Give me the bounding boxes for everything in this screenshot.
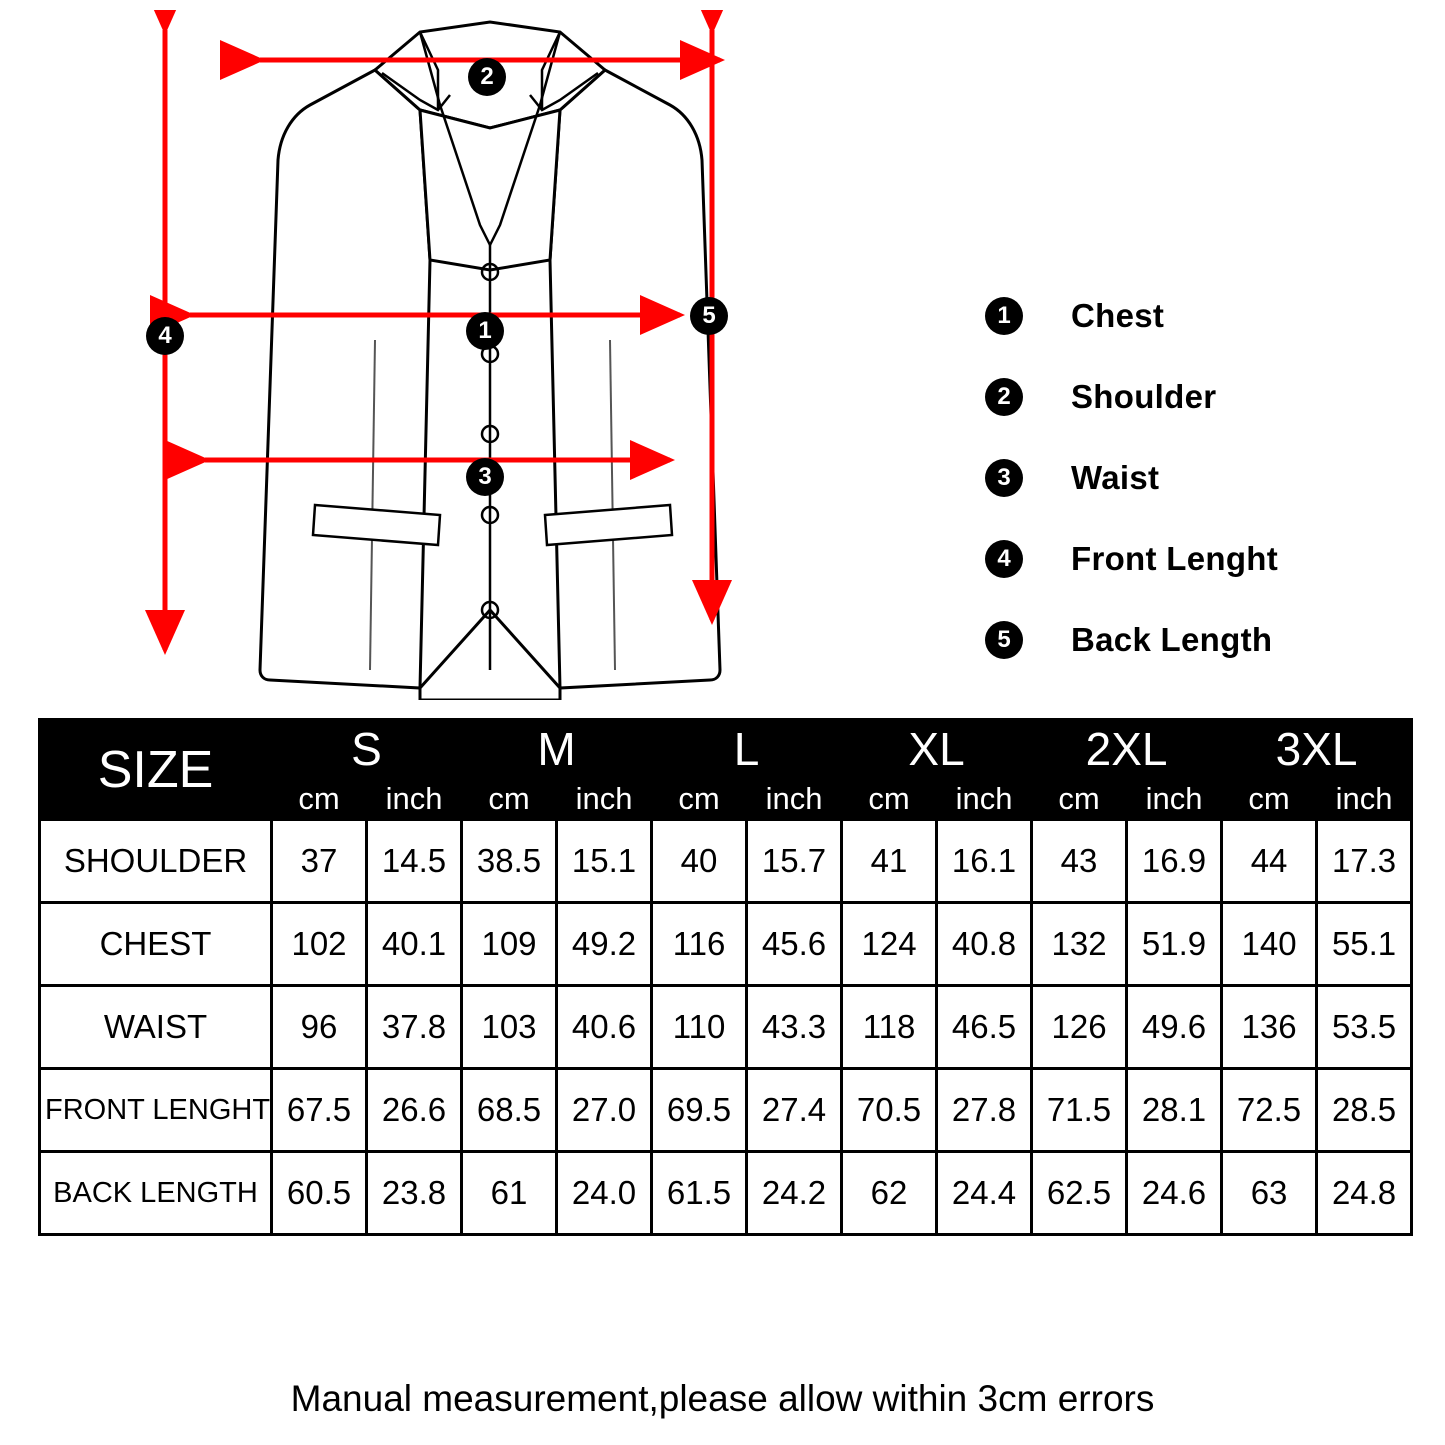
cell-shoulder-3xl-cm: 44 [1222,820,1317,903]
cell-frontlength-3xl-inch: 28.5 [1317,1069,1412,1152]
legend-item-back-length [985,599,1415,680]
cell-chest-xl-inch: 40.8 [937,903,1032,986]
shoulder-marker [468,58,506,96]
cell-waist-2xl-cm: 126 [1032,986,1127,1069]
chest-marker-badge: 1 [466,312,504,350]
legend-label-shoulder: Shoulder [1071,377,1217,415]
front-length-marker-badge: 4 [146,317,184,355]
cell-shoulder-l-cm: 40 [652,820,747,903]
cell-backlength-xl-inch: 24.4 [937,1152,1032,1235]
legend-badge-1: 1 [985,297,1023,335]
cell-chest-m-inch: 49.2 [557,903,652,986]
legend-item-waist [985,437,1415,518]
cell-waist-xl-cm: 118 [842,986,937,1069]
cell-chest-3xl-cm: 140 [1222,903,1317,986]
table-row [40,820,1412,903]
cell-frontlength-xl-cm: 70.5 [842,1069,937,1152]
waist-marker [466,458,504,496]
legend-item-chest [985,275,1415,356]
cell-chest-xl-cm: 124 [842,903,937,986]
back-length-marker-badge: 5 [690,297,728,335]
table-row [40,1152,1412,1235]
legend [985,275,1415,680]
legend-badge-2: 2 [985,378,1023,416]
row-label-chest: CHEST [40,903,272,986]
cell-shoulder-2xl-inch: 16.9 [1127,820,1222,903]
cell-waist-3xl-inch: 53.5 [1317,986,1412,1069]
cell-frontlength-m-cm: 68.5 [462,1069,557,1152]
cell-shoulder-xl-inch: 16.1 [937,820,1032,903]
header-size-3xl: 3XL [1222,720,1412,779]
cell-chest-2xl-cm: 132 [1032,903,1127,986]
measurement-disclaimer: Manual measurement,please allow within 3cm errors [290,1378,1155,1419]
table-head [40,720,1412,820]
cell-backlength-3xl-inch: 24.8 [1317,1152,1412,1235]
cell-waist-m-inch: 40.6 [557,986,652,1069]
cell-chest-s-inch: 40.1 [367,903,462,986]
size-chart [38,718,1410,1236]
header-size-m: M [462,720,652,779]
cell-backlength-s-cm: 60.5 [272,1152,367,1235]
table-header-sizes [40,720,1412,779]
cell-frontlength-3xl-cm: 72.5 [1222,1069,1317,1152]
cell-waist-l-cm: 110 [652,986,747,1069]
unit-cm-xl: cm [842,779,937,820]
cell-shoulder-m-cm: 38.5 [462,820,557,903]
cell-waist-xl-inch: 46.5 [937,986,1032,1069]
unit-cm-s: cm [272,779,367,820]
cell-frontlength-m-inch: 27.0 [557,1069,652,1152]
table-row [40,986,1412,1069]
shoulder-marker-badge: 2 [468,58,506,96]
header-size-s: S [272,720,462,779]
cell-frontlength-xl-inch: 27.8 [937,1069,1032,1152]
unit-inch-m: inch [557,779,652,820]
cell-waist-3xl-cm: 136 [1222,986,1317,1069]
cell-backlength-2xl-inch: 24.6 [1127,1152,1222,1235]
cell-frontlength-s-cm: 67.5 [272,1069,367,1152]
header-size-label: SIZE [40,720,272,820]
cell-backlength-2xl-cm: 62.5 [1032,1152,1127,1235]
unit-inch-3xl: inch [1317,779,1412,820]
table-row [40,1069,1412,1152]
legend-item-shoulder [985,356,1415,437]
legend-label-back-length: Back Length [1071,620,1273,658]
cell-waist-s-cm: 96 [272,986,367,1069]
row-label-front-length: FRONT LENGHT [40,1069,272,1152]
cell-waist-l-inch: 43.3 [747,986,842,1069]
cell-backlength-l-inch: 24.2 [747,1152,842,1235]
cell-shoulder-3xl-inch: 17.3 [1317,820,1412,903]
unit-cm-m: cm [462,779,557,820]
header-size-xl: XL [842,720,1032,779]
cell-waist-m-cm: 103 [462,986,557,1069]
cell-waist-2xl-inch: 49.6 [1127,986,1222,1069]
cell-shoulder-s-cm: 37 [272,820,367,903]
cell-chest-s-cm: 102 [272,903,367,986]
size-table [38,718,1413,1236]
cell-shoulder-2xl-cm: 43 [1032,820,1127,903]
header-size-2xl: 2XL [1032,720,1222,779]
unit-cm-l: cm [652,779,747,820]
cell-chest-m-cm: 109 [462,903,557,986]
row-label-back-length: BACK LENGTH [40,1152,272,1235]
front-length-marker [146,317,184,355]
cell-shoulder-l-inch: 15.7 [747,820,842,903]
unit-inch-2xl: inch [1127,779,1222,820]
cell-backlength-m-cm: 61 [462,1152,557,1235]
measurement-diagram [0,0,1445,710]
cell-shoulder-xl-cm: 41 [842,820,937,903]
cell-frontlength-2xl-cm: 71.5 [1032,1069,1127,1152]
cell-frontlength-l-cm: 69.5 [652,1069,747,1152]
cell-waist-s-inch: 37.8 [367,986,462,1069]
legend-badge-5: 5 [985,621,1023,659]
cell-chest-2xl-inch: 51.9 [1127,903,1222,986]
cell-backlength-3xl-cm: 63 [1222,1152,1317,1235]
cell-chest-l-cm: 116 [652,903,747,986]
legend-label-front-length: Front Lenght [1071,539,1279,577]
legend-label-chest: Chest [1071,296,1165,334]
cell-frontlength-s-inch: 26.6 [367,1069,462,1152]
table-body [40,820,1412,1235]
cell-backlength-m-inch: 24.0 [557,1152,652,1235]
legend-item-front-length [985,518,1415,599]
waist-marker-badge: 3 [466,458,504,496]
legend-label-waist: Waist [1071,458,1160,496]
back-length-marker [690,297,728,335]
chest-marker [466,312,504,350]
row-label-waist: WAIST [40,986,272,1069]
cell-backlength-s-inch: 23.8 [367,1152,462,1235]
unit-inch-xl: inch [937,779,1032,820]
legend-badge-3: 3 [985,459,1023,497]
unit-cm-3xl: cm [1222,779,1317,820]
vest-illustration [120,10,860,700]
row-label-shoulder: SHOULDER [40,820,272,903]
cell-chest-l-inch: 45.6 [747,903,842,986]
table-row [40,903,1412,986]
cell-shoulder-s-inch: 14.5 [367,820,462,903]
cell-chest-3xl-inch: 55.1 [1317,903,1412,986]
legend-badge-4: 4 [985,540,1023,578]
unit-inch-l: inch [747,779,842,820]
cell-backlength-l-cm: 61.5 [652,1152,747,1235]
cell-frontlength-l-inch: 27.4 [747,1069,842,1152]
header-size-l: L [652,720,842,779]
unit-inch-s: inch [367,779,462,820]
cell-frontlength-2xl-inch: 28.1 [1127,1069,1222,1152]
unit-cm-2xl: cm [1032,779,1127,820]
pockets [313,505,672,545]
cell-shoulder-m-inch: 15.1 [557,820,652,903]
cell-backlength-xl-cm: 62 [842,1152,937,1235]
